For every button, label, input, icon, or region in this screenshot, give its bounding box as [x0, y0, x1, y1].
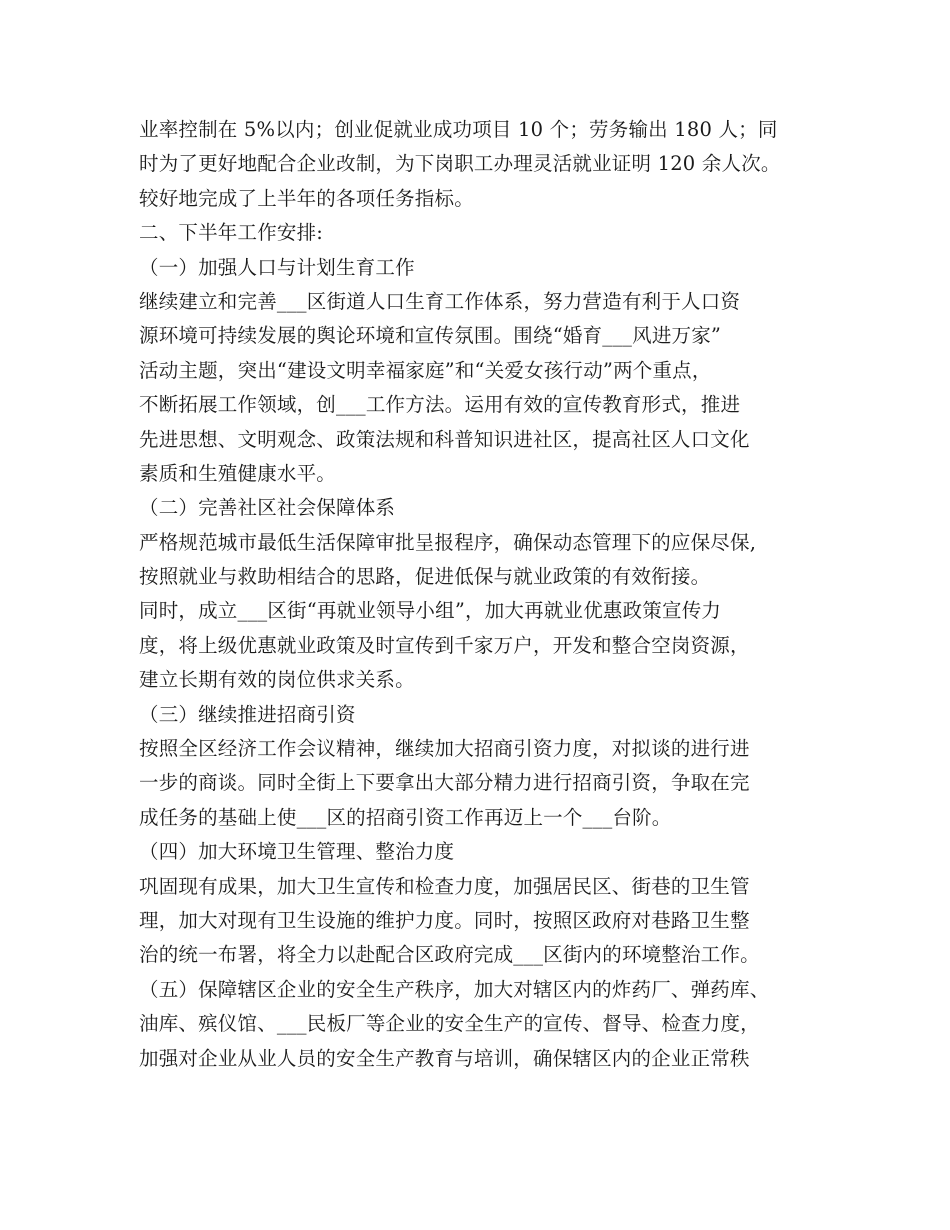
text-line: 油库、殡仪馆、___民板厂等企业的安全生产的宣传、督导、检查力度， [139, 1012, 760, 1036]
body-text [139, 113, 839, 1076]
text-line: 不断拓展工作领域，创___工作方法。运用有效的宣传教育形式，推进 [139, 393, 741, 417]
subsection-heading: （五）保障辖区企业的安全生产秩序，加大对辖区内的炸药厂、弹药库、 [139, 977, 770, 1001]
subsection-heading: （四）加大环境卫生管理、整治力度 [139, 840, 455, 864]
text-line: 巩固现有成果，加大卫生宣传和检查力度，加强居民区、街巷的卫生管 [139, 874, 750, 898]
text-line: 一步的商谈。同时全街上下要拿出大部分精力进行招商引资，争取在完 [139, 771, 750, 795]
text-line: 同时，成立___区街“再就业领导小组”，加大再就业优惠政策宣传力 [139, 599, 722, 623]
text-line: 理，加大对现有卫生设施的维护力度。同时，按照区政府对巷路卫生整 [139, 908, 750, 932]
text-line: 活动主题，突出“建设文明幸福家庭”和“关爱女孩行动”两个重点， [139, 358, 712, 382]
section-heading: 二、下半年工作安排: [139, 221, 324, 245]
text-line: 成任务的基础上使___区的招商引资工作再迈上一个___台阶。 [139, 805, 672, 829]
subsection-heading: （三）继续推进招商引资 [139, 702, 356, 726]
text-line: 先进思想、文明观念、政策法规和科普知识进社区，提高社区人口文化 [139, 427, 750, 451]
text-line: 建立长期有效的岗位供求关系。 [139, 668, 415, 692]
text-line: 继续建立和完善___区街道人口生育工作体系，努力营造有利于人口资 [139, 289, 741, 313]
text-line: 按照全区经济工作会议精神，继续加大招商引资力度，对拟谈的进行进 [139, 737, 750, 761]
subsection-heading: （二）完善社区社会保障体系 [139, 496, 396, 520]
text-line: 较好地完成了上半年的各项任务指标。 [139, 186, 474, 210]
text-line: 业率控制在 5%以内；创业促就业成功项目 10 个；劳务输出 180 人；同 [139, 118, 778, 141]
text-line: 严格规范城市最低生活保障审批呈报程序，确保动态管理下的应保尽保, [139, 530, 757, 554]
text-line: 度，将上级优惠就业政策及时宣传到千家万户，开发和整合空岗资源， [139, 633, 750, 657]
text-line: 治的统一布署，将全力以赴配合区政府完成___区街内的环境整治工作。 [139, 943, 760, 967]
text-line: 加强对企业从业人员的安全生产教育与培训，确保辖区内的企业正常秩 [139, 1046, 750, 1070]
text-line: 按照就业与救助相结合的思路，促进低保与就业政策的有效衔接。 [139, 565, 711, 589]
subsection-heading: （一）加强人口与计划生育工作 [139, 255, 415, 279]
text-line: 素质和生殖健康水平。 [139, 461, 337, 485]
text-line: 源环境可持续发展的舆论环境和宣传氛围。围绕“婚育___风进万家” [139, 324, 722, 348]
text-line: 时为了更好地配合企业改制，为下岗职工办理灵活就业证明 120 余人次。 [139, 152, 781, 176]
